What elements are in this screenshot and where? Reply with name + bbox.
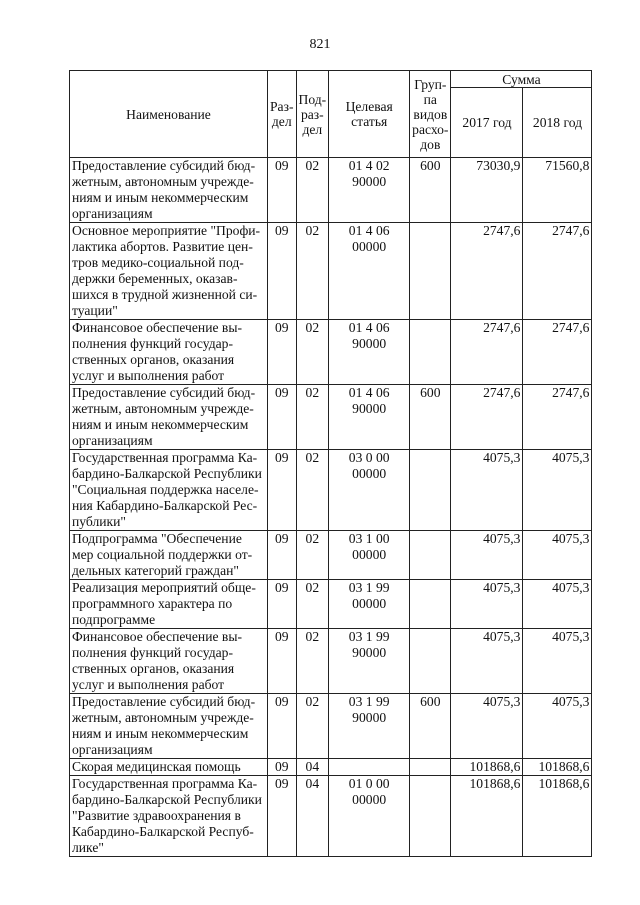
cell-sum-2017: 101868,6 [451, 776, 523, 857]
cell-expense-group [410, 629, 451, 694]
cell-podrazdel: 02 [296, 580, 329, 629]
cell-name: Подпрограмма "Обеспечение мер социальной поддержки от- дельных категорий граждан" [70, 531, 268, 580]
cell-expense-group [410, 223, 451, 320]
cell-sum-2018: 101868,6 [523, 759, 592, 776]
cell-expense-group: 600 [410, 158, 451, 223]
cell-sum-2018: 2747,6 [523, 385, 592, 450]
cell-expense-group [410, 320, 451, 385]
header-year-2018: 2018 год [523, 88, 592, 158]
cell-podrazdel: 02 [296, 694, 329, 759]
table-row [70, 450, 592, 531]
table-row [70, 158, 592, 223]
page-number: 821 [309, 37, 331, 52]
cell-razdel: 09 [268, 759, 297, 776]
header-target-article: Целевая статья [329, 71, 410, 158]
cell-target-article: 03 1 99 90000 [329, 694, 410, 759]
cell-sum-2018: 4075,3 [523, 629, 592, 694]
cell-target-article: 01 4 06 00000 [329, 223, 410, 320]
cell-razdel: 09 [268, 320, 297, 385]
cell-podrazdel: 02 [296, 320, 329, 385]
cell-sum-2017: 2747,6 [451, 223, 523, 320]
cell-podrazdel: 04 [296, 759, 329, 776]
cell-sum-2018: 4075,3 [523, 450, 592, 531]
cell-target-article: 01 4 02 90000 [329, 158, 410, 223]
cell-sum-2018: 4075,3 [523, 580, 592, 629]
cell-sum-2017: 4075,3 [451, 629, 523, 694]
table-row [70, 320, 592, 385]
header-expense-group: Груп- па видов расхо- дов [410, 71, 451, 158]
cell-podrazdel: 02 [296, 531, 329, 580]
cell-sum-2017: 4075,3 [451, 694, 523, 759]
cell-sum-2017: 2747,6 [451, 385, 523, 450]
cell-expense-group: 600 [410, 385, 451, 450]
cell-name: Предоставление субсидий бюд- жетным, автономным учрежде- ниям и иным некоммерческим организациям [70, 694, 268, 759]
header-name: Наименование [70, 71, 268, 158]
cell-sum-2017: 4075,3 [451, 450, 523, 531]
cell-target-article: 03 1 99 90000 [329, 629, 410, 694]
cell-name: Финансовое обеспечение вы- полнения функций государ- ственных органов, оказания услуг и выполнения работ [70, 320, 268, 385]
table-row [70, 385, 592, 450]
cell-razdel: 09 [268, 629, 297, 694]
cell-razdel: 09 [268, 223, 297, 320]
header-podrazdel: Под- раз- дел [296, 71, 329, 158]
cell-target-article: 01 0 00 00000 [329, 776, 410, 857]
header-sum: Сумма [451, 71, 592, 88]
cell-razdel: 09 [268, 580, 297, 629]
table-row [70, 759, 592, 776]
cell-expense-group [410, 759, 451, 776]
cell-sum-2017: 2747,6 [451, 320, 523, 385]
cell-target-article: 03 0 00 00000 [329, 450, 410, 531]
cell-target-article [329, 759, 410, 776]
cell-name: Финансовое обеспечение вы- полнения функций государ- ственных органов, оказания услуг и выполнения работ [70, 629, 268, 694]
cell-name: Скорая медицинская помощь [70, 759, 268, 776]
cell-target-article: 03 1 99 00000 [329, 580, 410, 629]
table-row [70, 531, 592, 580]
cell-razdel: 09 [268, 694, 297, 759]
cell-expense-group [410, 776, 451, 857]
cell-razdel: 09 [268, 158, 297, 223]
table-row [70, 580, 592, 629]
cell-expense-group [410, 580, 451, 629]
cell-sum-2018: 2747,6 [523, 320, 592, 385]
cell-target-article: 01 4 06 90000 [329, 320, 410, 385]
cell-razdel: 09 [268, 531, 297, 580]
cell-podrazdel: 02 [296, 450, 329, 531]
cell-sum-2018: 4075,3 [523, 531, 592, 580]
cell-razdel: 09 [268, 385, 297, 450]
cell-name: Основное мероприятие "Профи- лактика абортов. Развитие цен- тров медико-социальной под- держки беременных, оказав- шихся в трудной жизненной си- туации" [70, 223, 268, 320]
cell-target-article: 03 1 00 00000 [329, 531, 410, 580]
cell-name: Предоставление субсидий бюд- жетным, автономным учрежде- ниям и иным некоммерческим организациям [70, 158, 268, 223]
cell-podrazdel: 02 [296, 385, 329, 450]
table-row [70, 694, 592, 759]
cell-name: Государственная программа Ка- бардино-Балкарской Республики "Социальная поддержка населе- ния Кабардино-Балкарской Рес- публики" [70, 450, 268, 531]
table-body [70, 158, 592, 857]
table-row [70, 629, 592, 694]
cell-sum-2017: 73030,9 [451, 158, 523, 223]
cell-name: Реализация мероприятий обще- программного характера по подпрограмме [70, 580, 268, 629]
table-row [70, 223, 592, 320]
cell-name: Государственная программа Ка- бардино-Балкарской Республики "Развитие здравоохранения в Кабардино-Балкарской Респуб- лике" [70, 776, 268, 857]
cell-podrazdel: 02 [296, 223, 329, 320]
cell-sum-2017: 4075,3 [451, 580, 523, 629]
cell-expense-group: 600 [410, 694, 451, 759]
header-razdel: Раз- дел [268, 71, 297, 158]
budget-table [69, 70, 592, 857]
cell-sum-2018: 71560,8 [523, 158, 592, 223]
cell-podrazdel: 02 [296, 629, 329, 694]
cell-name: Предоставление субсидий бюд- жетным, автономным учрежде- ниям и иным некоммерческим организациям [70, 385, 268, 450]
cell-podrazdel: 02 [296, 158, 329, 223]
cell-razdel: 09 [268, 776, 297, 857]
cell-expense-group [410, 450, 451, 531]
cell-sum-2017: 4075,3 [451, 531, 523, 580]
cell-sum-2017: 101868,6 [451, 759, 523, 776]
cell-sum-2018: 4075,3 [523, 694, 592, 759]
table-row [70, 776, 592, 857]
header-year-2017: 2017 год [451, 88, 523, 158]
cell-sum-2018: 101868,6 [523, 776, 592, 857]
cell-podrazdel: 04 [296, 776, 329, 857]
cell-sum-2018: 2747,6 [523, 223, 592, 320]
cell-razdel: 09 [268, 450, 297, 531]
cell-expense-group [410, 531, 451, 580]
cell-target-article: 01 4 06 90000 [329, 385, 410, 450]
